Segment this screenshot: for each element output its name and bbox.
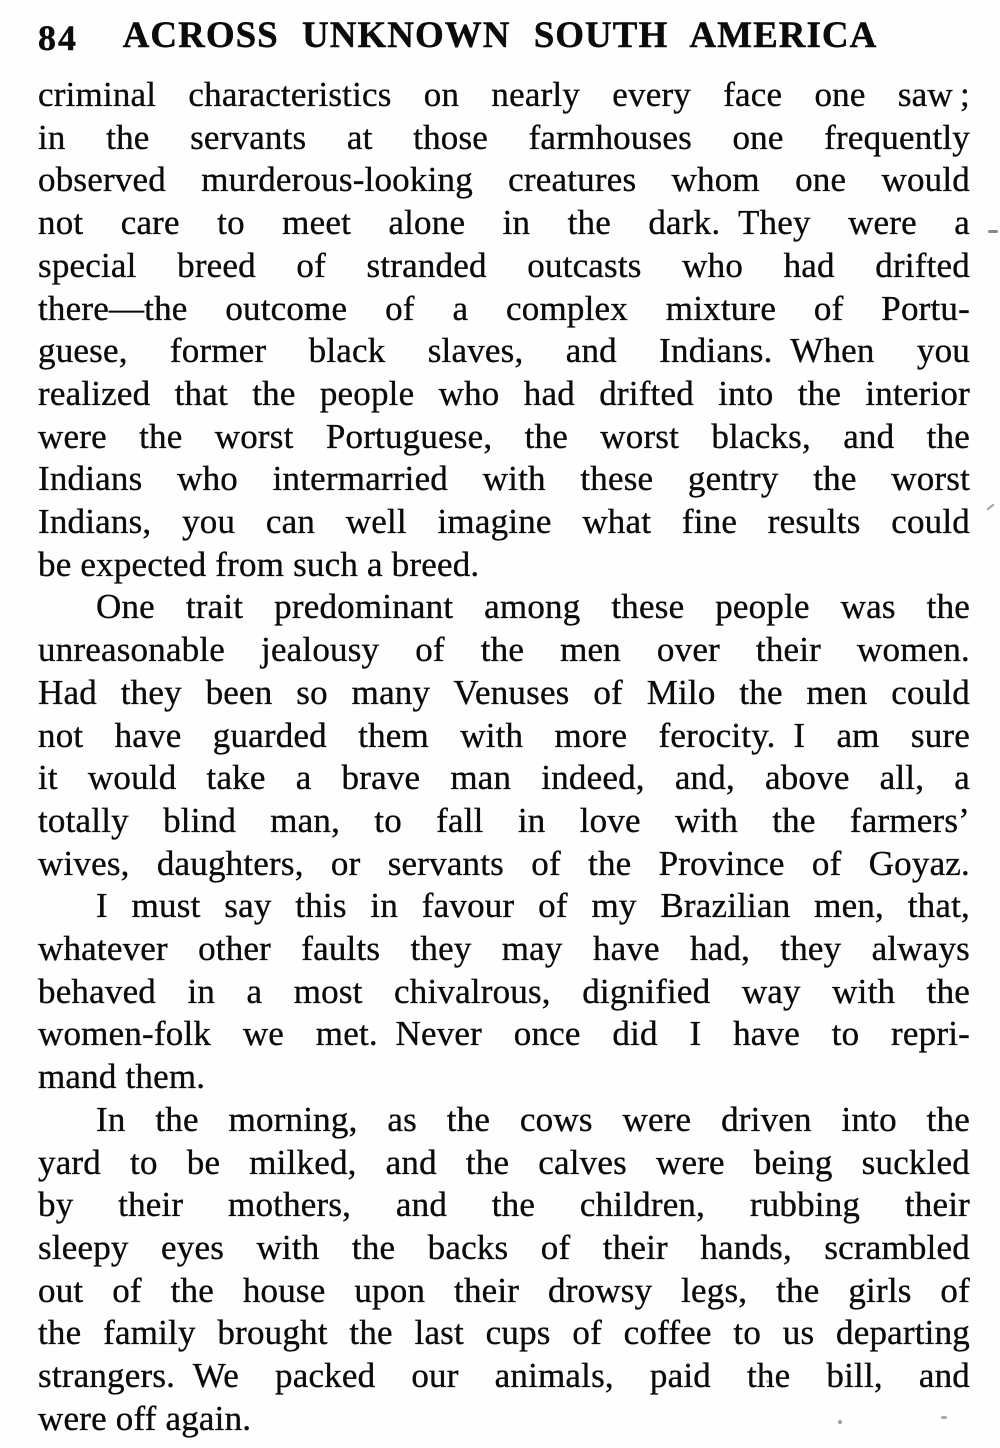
page-number: 84 xyxy=(38,18,78,58)
text-line: women-folk we met. Never once did I have to repri- xyxy=(38,1014,970,1054)
text-line: behaved in a most chivalrous, dignified way with the xyxy=(38,971,970,1011)
running-header xyxy=(0,14,1000,58)
text-line: it would take a brave man indeed, and, above all, a xyxy=(38,758,970,798)
text-line: Indians, you can well imagine what fine results could xyxy=(38,502,970,542)
scan-artifact xyxy=(766,1380,769,1383)
text-line: not have guarded them with more ferocity. I am sure xyxy=(38,715,970,755)
text-block xyxy=(38,74,970,1441)
text-line: not care to meet alone in the dark. They were a xyxy=(38,203,970,243)
text-line: were the worst Portuguese, the worst blacks, and the xyxy=(38,416,970,456)
text-line: the family brought the last cups of coffee to us departing xyxy=(38,1313,970,1353)
text-line: mand them. xyxy=(38,1057,206,1097)
text-line: I must say this in favour of my Brazilian men, that, xyxy=(96,886,970,926)
running-title: ACROSS UNKNOWN SOUTH AMERICA xyxy=(122,15,878,56)
text-line: guese, former black slaves, and Indians. When you xyxy=(38,331,970,371)
text-line: yard to be milked, and the calves were being suckled xyxy=(38,1142,970,1182)
text-line: Indians who intermarried with these gentry the worst xyxy=(38,459,970,499)
text-line: whatever other faults they may have had, they always xyxy=(38,929,970,969)
text-line: observed murderous-looking creatures whom one would xyxy=(38,160,970,200)
scan-artifact xyxy=(941,1416,947,1419)
text-line: unreasonable jealousy of the men over their women. xyxy=(38,630,970,670)
scan-artifact xyxy=(988,230,998,233)
text-line: special breed of stranded outcasts who had drifted xyxy=(38,245,970,285)
text-line: wives, daughters, or servants of the Province of Goyaz. xyxy=(38,843,970,883)
text-line: out of the house upon their drowsy legs, the girls of xyxy=(38,1270,970,1310)
text-line: totally blind man, to fall in love with the farmers’ xyxy=(38,800,970,840)
text-line: Had they been so many Venuses of Milo the men could xyxy=(38,672,970,712)
scan-artifact xyxy=(838,1420,842,1424)
text-line: In the morning, as the cows were driven into the xyxy=(96,1099,970,1139)
text-line: be expected from such a breed. xyxy=(38,544,480,584)
text-line: One trait predominant among these people was the xyxy=(96,587,970,627)
text-line: by their mothers, and the children, rubbing their xyxy=(38,1185,970,1225)
text-line: realized that the people who had drifted into the interior xyxy=(38,373,970,413)
text-line: in the servants at those farmhouses one frequently xyxy=(38,117,970,157)
text-line: criminal characteristics on nearly every face one saw ; xyxy=(38,75,970,114)
text-line: were off again. xyxy=(38,1398,252,1438)
text-line: sleepy eyes with the backs of their hands, scrambled xyxy=(38,1227,970,1267)
text-line: strangers. We packed our animals, paid the bill, and xyxy=(38,1356,970,1396)
scan-artifact xyxy=(986,503,994,510)
text-line: there—the outcome of a complex mixture of Portu- xyxy=(38,288,970,328)
